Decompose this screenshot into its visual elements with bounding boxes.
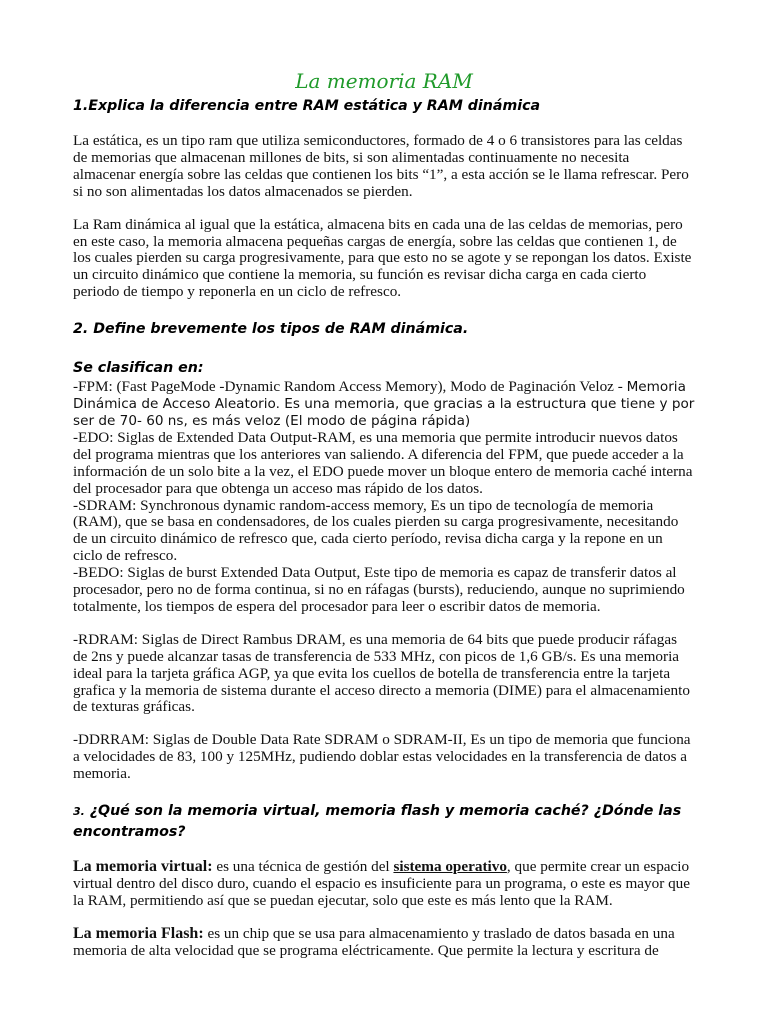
paragraph-static-ram: La estática, es un tipo ram que utiliza semiconductores, formado de 4 o 6 transistores para las celdas de memorias que almacenan millones de bits, si son alimentadas continuamente no necesita almacenar energía sobre las celdas que contienen los bits “1”, a esta acción se le llama refrescar. Pero si no son alimentadas los datos almacenados se pierden. bbox=[73, 132, 689, 200]
item-edo: -EDO: Siglas de Extended Data Output-RAM, es una memoria que permite introducir nuevos datos del programa mientras que los anteriores van saliendo. A diferencia del FPM, que puede acceder a la información de un solo bite a la vez, el EDO puede mover un bloque entero de memoria caché interna del procesador para que obtenga un acceso mas rápido de los datos. bbox=[73, 428, 693, 497]
paragraph-dynamic-ram: La Ram dinámica al igual que la estática, almacena bits en cada una de las celdas de memorias, pero en este caso, la memoria almacena pequeñas cargas de energía, sobre las celdas que contienen 1, de los cuales pierden su carga progresivamente, para que esto no se agote y se repongan los datos. Existe un circuito dinámico que contiene la memoria, su función es revisar dicha carga en cada cierto periodo de tiempo y reponerla en un ciclo de refresco. bbox=[73, 215, 692, 301]
virtual-memory-text-b: , que permite crear un espacio virtual dentro del disco duro, cuando el espacio es insuficiente para un programa, o este es mayor que la RAM, permitiendo así que se puedan ejecutar, solo que este es más lento que la RAM. bbox=[73, 858, 690, 909]
flash-memory-label: La memoria Flash: bbox=[73, 924, 204, 942]
question-3-number: 3. bbox=[73, 805, 85, 819]
classification-subheading: Se clasifican en: bbox=[73, 360, 204, 377]
virtual-memory-text-a: es una técnica de gestión del bbox=[212, 858, 394, 876]
question-1-heading: 1.Explica la diferencia entre RAM estática y RAM dinámica bbox=[73, 98, 541, 114]
item-fpm-rest: Memoria Dinámica de Acceso Aleatorio. Es una memoria, que gracias a la estructura que tiene y por ser de 70- 60 ns, es más veloz (El modo de página rápida) bbox=[73, 379, 695, 429]
item-bedo: -BEDO: Siglas de burst Extended Data Output, Este tipo de memoria es capaz de transferir datos al procesador, pero no de forma continua, si no en ráfagas (bursts), reduciendo, aunque no suprimiendo totalmente, los tiempos de espera del procesador para leer o escribir datos de memoria. bbox=[73, 564, 685, 615]
question-3-heading bbox=[73, 801, 695, 843]
document-content bbox=[73, 68, 695, 960]
page-title: La memoria RAM bbox=[295, 69, 473, 93]
paragraph-virtual-memory bbox=[73, 859, 695, 910]
item-sdram: -SDRAM: Synchronous dynamic random-access memory, Es un tipo de tecnología de memoria (RAM), que se basa en condensadores, de los cuales pierden su carga progresivamente, necesitando de un circuito dinámico de refresco que, cada cierto período, revisa dicha carga y la repone en un ciclo de refresco. bbox=[73, 496, 679, 565]
question-2-heading: 2. Define brevemente los tipos de RAM dinámica. bbox=[73, 321, 469, 338]
question-3-text: ¿Qué son la memoria virtual, memoria flash y memoria caché? ¿Dónde las encontramos? bbox=[73, 803, 682, 841]
item-rdram: -RDRAM: Siglas de Direct Rambus DRAM, es una memoria de 64 bits que puede producir ráfagas de 2ns y puede alcanzar tasas de transferencia de 533 MHz, con picos de 1,6 GB/s. Es una memoria ideal para la tarjeta gráfica AGP, ya que evita los cuellos de botella de transferencia entre la tarjeta grafica y la memoria de sistema durante el acceso directo a memoria (DIME) para el almacenamiento de texturas gráficas. bbox=[73, 630, 690, 716]
sistema-operativo-link[interactable]: sistema operativo bbox=[393, 858, 507, 876]
item-fpm bbox=[73, 379, 695, 430]
virtual-memory-label: La memoria virtual: bbox=[73, 858, 213, 876]
item-fpm-line1: -FPM: (Fast PageMode -Dynamic Random Access Memory), Modo de Paginación Veloz - bbox=[73, 378, 627, 396]
flash-memory-text: es un chip que se usa para almacenamiento y traslado de datos basada en una memoria de alta velocidad que se programa eléctricamente. Que permite la lectura y escritura de bbox=[73, 924, 675, 959]
item-ddrram: -DDRRAM: Siglas de Double Data Rate SDRAM o SDRAM-II, Es un tipo de memoria que funciona a velocidades de 83, 100 y 125MHz, pudiendo doblar estas velocidades en la transferencia de datos a memoria. bbox=[73, 731, 691, 783]
paragraph-flash-memory bbox=[73, 926, 695, 960]
